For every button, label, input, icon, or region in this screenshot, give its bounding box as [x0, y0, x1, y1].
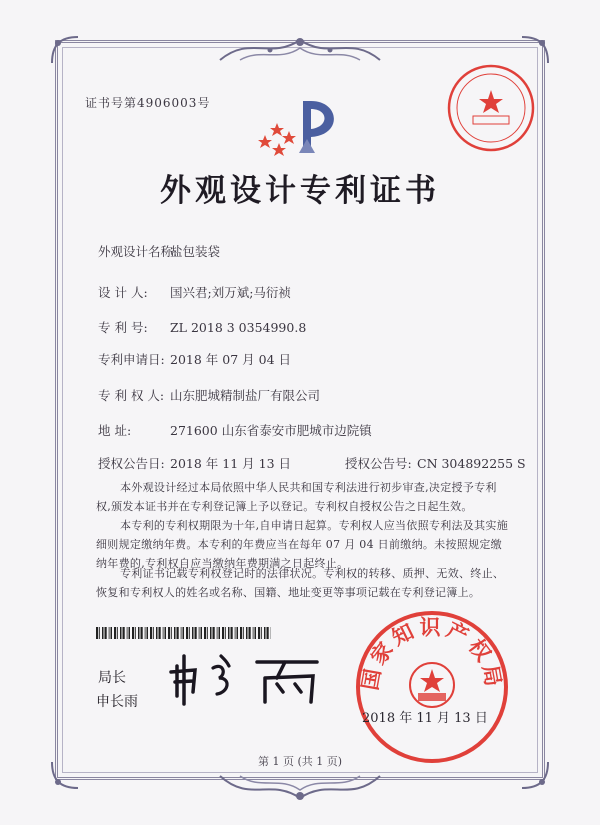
director-signature	[165, 648, 335, 708]
design-name-value: 盐包装袋	[170, 244, 221, 259]
field-grant-date	[98, 454, 291, 472]
grant-number-value: CN 304892255 S	[417, 456, 526, 471]
filing-date-value: 2018 年 07 月 04 日	[170, 352, 291, 367]
director-title: 局长	[98, 670, 126, 686]
seal-text: 国家知识产权局	[357, 615, 507, 693]
corner-ornament-tl	[50, 35, 80, 65]
seal-date: 2018 年 11 月 13 日	[362, 711, 488, 726]
patentee-value: 山东肥城精制盐厂有限公司	[170, 388, 321, 403]
director-name: 申长雨	[96, 694, 138, 710]
grant-number-label: 授权公告号:	[345, 456, 412, 471]
agency-stamp	[445, 62, 537, 154]
field-designer	[98, 283, 291, 301]
field-address	[98, 421, 372, 439]
patent-number-label: 专 利 号:	[98, 320, 148, 335]
paragraph-status: 专利证书记载专利权登记时的法律状况。专利权的转移、质押、无效、终止、恢复和专利权人的姓名或名称、国籍、地址变更等事项记载在专利登记簿上。	[96, 567, 505, 599]
paragraph-grant: 本外观设计经过本局依照中华人民共和国专利法进行初步审查,决定授予专利权,颁发本证书并在专利登记簿上予以登记。专利权自授权公告之日起生效。	[96, 481, 497, 513]
field-design-name	[98, 242, 220, 260]
designer-label: 设 计 人:	[98, 285, 148, 300]
certificate-title: 外观设计专利证书	[160, 173, 440, 209]
sipo-logo-icon	[255, 95, 345, 157]
grant-date-value: 2018 年 11 月 13 日	[170, 456, 291, 471]
filing-date-label: 专利申请日:	[98, 352, 165, 367]
patentee-label: 专 利 权 人:	[98, 388, 165, 403]
bottom-ornament	[210, 768, 390, 808]
field-patent-number	[98, 318, 306, 336]
barcode	[96, 627, 271, 639]
page-number: 第 1 页 (共 1 页)	[257, 755, 343, 768]
field-grant-number	[345, 454, 526, 472]
address-value: 271600 山东省泰安市肥城市边院镇	[170, 423, 372, 438]
design-name-label: 外观设计名称:	[98, 244, 178, 259]
address-label: 地 址:	[98, 423, 132, 438]
corner-ornament-tr	[520, 35, 550, 65]
paragraph-term: 本专利的专利权期限为十年,自申请日起算。专利权人应当依照专利法及其实施细则规定缴纳年费。本专利的年费应当在每年 07 月 04 日前缴纳。未按照规定缴纳年费的,专利权自应当缴纳年费期满之日起终止。	[96, 519, 508, 570]
official-seal	[352, 607, 512, 767]
grant-date-label: 授权公告日:	[98, 456, 165, 471]
designer-value: 国兴君;刘万斌;马衍祯	[170, 285, 291, 300]
field-patentee	[98, 386, 320, 404]
certificate-number: 证书号第4906003号	[85, 96, 211, 110]
patent-number-value: ZL 2018 3 0354990.8	[170, 320, 307, 335]
field-filing-date	[98, 350, 291, 368]
top-ornament	[210, 30, 390, 70]
